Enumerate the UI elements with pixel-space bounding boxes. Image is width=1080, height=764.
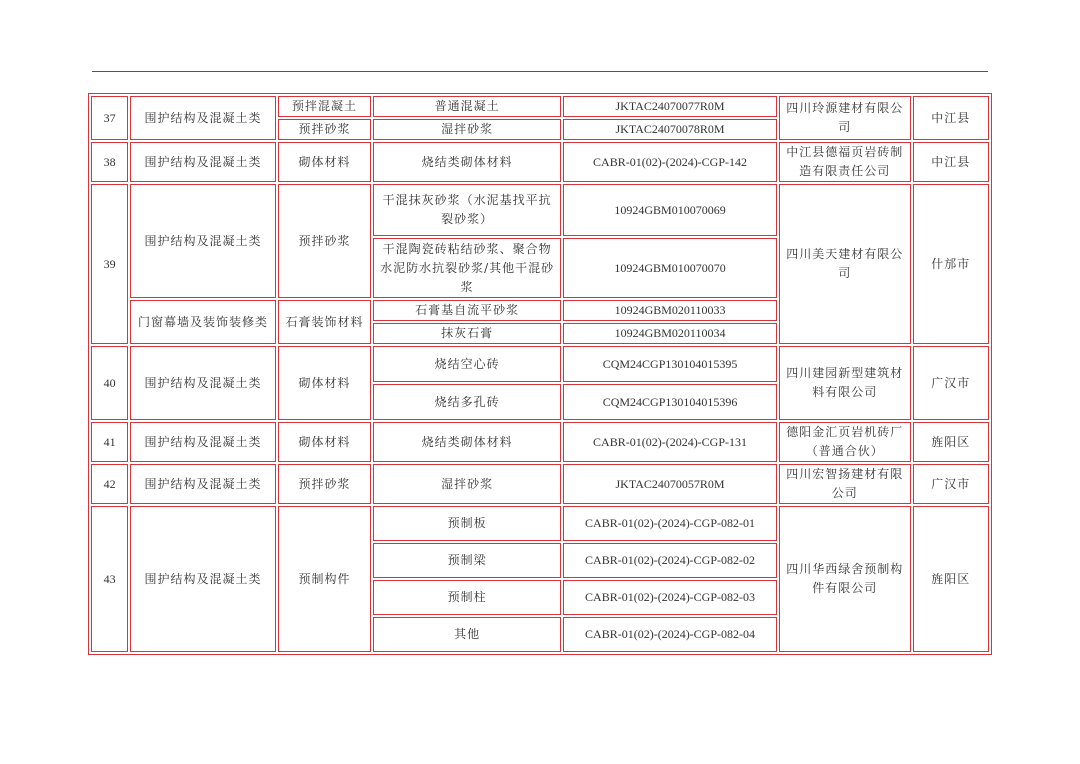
- region-cell: 旌阳区: [913, 422, 989, 462]
- category-cell: 围护结构及混凝土类: [130, 184, 276, 298]
- certificate-cell: JKTAC24070077R0M: [563, 96, 777, 117]
- certificate-cell: CABR-01(02)-(2024)-CGP-082-02: [563, 543, 777, 578]
- certificate-cell: CQM24CGP130104015395: [563, 346, 777, 382]
- type-cell: 砌体材料: [278, 142, 371, 182]
- type-cell: 预制构件: [278, 506, 371, 652]
- certificate-cell: CABR-01(02)-(2024)-CGP-082-03: [563, 580, 777, 615]
- category-cell: 围护结构及混凝土类: [130, 346, 276, 420]
- product-cell: 烧结类砌体材料: [373, 422, 561, 462]
- company-cell: 四川美天建材有限公司: [779, 184, 911, 344]
- table-row: [91, 422, 989, 462]
- header-rule: [92, 71, 988, 72]
- certificate-cell: 10924GBM020110033: [563, 300, 777, 321]
- region-cell: 广汉市: [913, 346, 989, 420]
- row-number: 38: [91, 142, 128, 182]
- certificate-cell: 10924GBM020110034: [563, 323, 777, 344]
- region-cell: 旌阳区: [913, 506, 989, 652]
- category-cell: 门窗幕墙及装饰装修类: [130, 300, 276, 344]
- product-cell: 石膏基自流平砂浆: [373, 300, 561, 321]
- table-row: [91, 346, 989, 382]
- company-cell: 四川建园新型建筑材料有限公司: [779, 346, 911, 420]
- table-row: [91, 464, 989, 504]
- type-cell: 砌体材料: [278, 422, 371, 462]
- row-number: 42: [91, 464, 128, 504]
- certificate-cell: CQM24CGP130104015396: [563, 384, 777, 420]
- row-number: 41: [91, 422, 128, 462]
- company-cell: 四川玲源建材有限公司: [779, 96, 911, 140]
- company-cell: 四川华西绿舍预制构件有限公司: [779, 506, 911, 652]
- category-cell: 围护结构及混凝土类: [130, 464, 276, 504]
- product-cell: 干混抹灰砂浆（水泥基找平抗裂砂浆）: [373, 184, 561, 236]
- certificate-cell: CABR-01(02)-(2024)-CGP-131: [563, 422, 777, 462]
- type-cell: 砌体材料: [278, 346, 371, 420]
- region-cell: 什邡市: [913, 184, 989, 344]
- product-cell: 其他: [373, 617, 561, 652]
- product-cell: 抹灰石膏: [373, 323, 561, 344]
- certificate-cell: 10924GBM010070069: [563, 184, 777, 236]
- table-row: [91, 142, 989, 182]
- type-cell: 预拌砂浆: [278, 464, 371, 504]
- product-cell: 干混陶瓷砖粘结砂浆、聚合物水泥防水抗裂砂浆/其他干混砂浆: [373, 238, 561, 298]
- certificate-cell: 10924GBM010070070: [563, 238, 777, 298]
- table-row: [91, 184, 989, 236]
- type-cell: 预拌砂浆: [278, 184, 371, 298]
- product-cell: 烧结空心砖: [373, 346, 561, 382]
- company-cell: 中江县德福页岩砖制造有限责任公司: [779, 142, 911, 182]
- category-cell: 围护结构及混凝土类: [130, 142, 276, 182]
- product-cell: 烧结类砌体材料: [373, 142, 561, 182]
- row-number: 39: [91, 184, 128, 344]
- type-cell: 预拌砂浆: [278, 119, 371, 140]
- certificate-cell: CABR-01(02)-(2024)-CGP-082-01: [563, 506, 777, 541]
- product-cell: 预制板: [373, 506, 561, 541]
- category-cell: 围护结构及混凝土类: [130, 96, 276, 140]
- product-cell: 普通混凝土: [373, 96, 561, 117]
- row-number: 37: [91, 96, 128, 140]
- product-cell: 湿拌砂浆: [373, 464, 561, 504]
- category-cell: 围护结构及混凝土类: [130, 422, 276, 462]
- type-cell: 石膏装饰材料: [278, 300, 371, 344]
- certificate-cell: CABR-01(02)-(2024)-CGP-082-04: [563, 617, 777, 652]
- table-row: [91, 506, 989, 541]
- table-row: [91, 96, 989, 117]
- product-cell: 烧结多孔砖: [373, 384, 561, 420]
- company-cell: 四川宏智扬建材有限公司: [779, 464, 911, 504]
- certification-table: [88, 93, 992, 655]
- certificate-cell: CABR-01(02)-(2024)-CGP-142: [563, 142, 777, 182]
- certificate-cell: JKTAC24070078R0M: [563, 119, 777, 140]
- region-cell: 广汉市: [913, 464, 989, 504]
- type-cell: 预拌混凝土: [278, 96, 371, 117]
- product-cell: 湿拌砂浆: [373, 119, 561, 140]
- region-cell: 中江县: [913, 96, 989, 140]
- region-cell: 中江县: [913, 142, 989, 182]
- certificate-cell: JKTAC24070057R0M: [563, 464, 777, 504]
- category-cell: 围护结构及混凝土类: [130, 506, 276, 652]
- row-number: 40: [91, 346, 128, 420]
- product-cell: 预制梁: [373, 543, 561, 578]
- company-cell: 德阳金汇页岩机砖厂（普通合伙）: [779, 422, 911, 462]
- row-number: 43: [91, 506, 128, 652]
- product-cell: 预制柱: [373, 580, 561, 615]
